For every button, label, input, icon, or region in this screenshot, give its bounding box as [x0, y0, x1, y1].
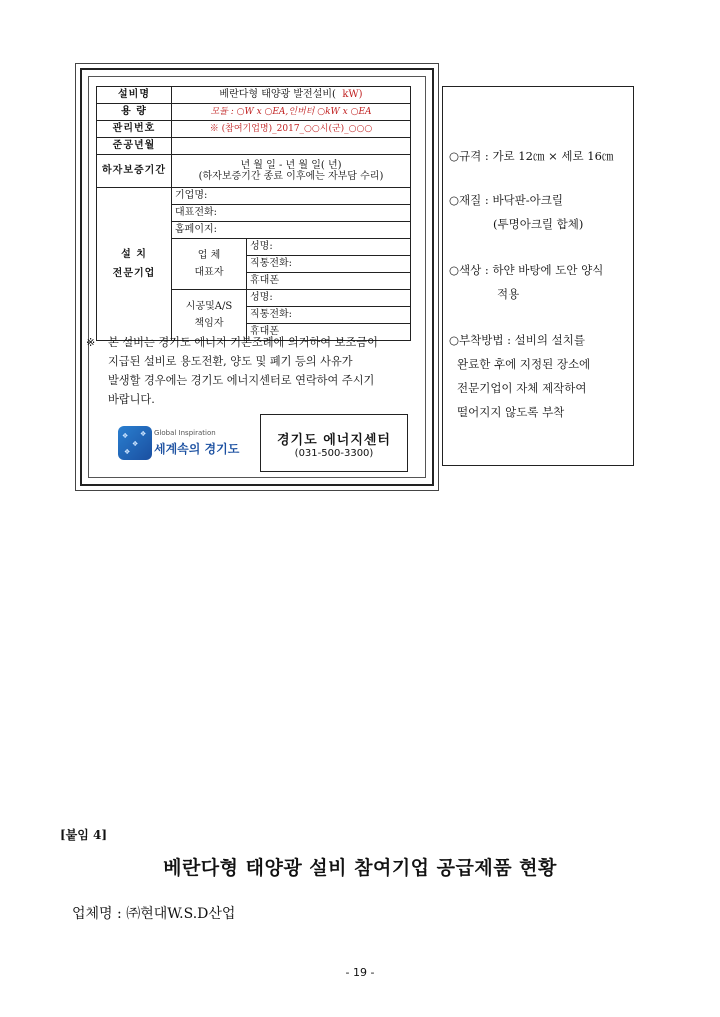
table-row: [97, 87, 411, 104]
spec-attach-method: ○부착방법 : 설비의 설치를: [449, 333, 585, 347]
mgr-name-field: 성명:: [247, 290, 411, 307]
spec-material: ○재질 : 바닥판-아크릴: [449, 193, 563, 207]
company-name-field: 기업명:: [172, 188, 411, 205]
spec-attach-line: 전문기업이 자체 제작하여: [457, 381, 587, 395]
completion-value: [172, 138, 411, 155]
company-line: 업체명 : ㈜현대W.S.D산업: [72, 906, 236, 922]
page-title: 베란다형 태양광 설비 참여기업 공급제품 현황: [163, 857, 557, 879]
table-row: [97, 155, 411, 188]
notice-line: 본 설비는 경기도 에너지 기본조례에 의거하여 보조금이: [108, 336, 378, 349]
logo-tagline: Global Inspiration: [154, 429, 216, 437]
gyeonggi-logo: [118, 424, 238, 460]
table-row: [97, 188, 411, 205]
representative-group: 업 체 대표자: [172, 239, 247, 290]
energy-center-phone: (031-500-3300): [294, 448, 374, 459]
mgmt-number-label: 관리번호: [97, 121, 172, 138]
rep-name-field: 성명:: [247, 239, 411, 256]
spec-size: ○규격 : 가로 12㎝ × 세로 16㎝: [449, 149, 614, 163]
warranty-period: 년 월 일 - 년 월 일( 년): [240, 159, 342, 171]
mgr-direct-phone-field: 직통전화:: [247, 307, 411, 324]
table-row: [97, 104, 411, 121]
mgr-mobile-field: 휴대폰: [247, 324, 411, 341]
spec-material-detail: (투명아크릴 합체): [493, 217, 584, 231]
gyeonggi-emblem-icon: ❖ ❖ ❖ ❖: [118, 426, 152, 460]
facility-info-table: [96, 86, 411, 341]
spec-attach-line: 떨어지지 않도록 부착: [457, 405, 565, 419]
warranty-label: 하자보증기간: [97, 155, 172, 188]
installer-label: 설 치 전문기업: [97, 188, 172, 341]
notice-line: 바랍니다.: [108, 393, 155, 406]
energy-center-name: 경기도 에너지센터: [277, 433, 391, 448]
spec-color: ○색상 : 하얀 바탕에 도안 양식: [449, 263, 604, 277]
completion-label: 준공년월: [97, 138, 172, 155]
homepage-field: 홈페이지:: [172, 222, 411, 239]
facility-value: 베란다형 태양광 발전설비( kW): [172, 87, 411, 104]
manager-group: 시공및A/S 책임자: [172, 290, 247, 341]
mgmt-number-value: ※ (참여기업명)_2017_○○시(군)_○○○: [172, 121, 411, 138]
page-number: - 19 -: [345, 966, 375, 979]
table-row: [97, 121, 411, 138]
capacity-label: 용 량: [97, 104, 172, 121]
logo-name: 세계속의 경기도: [154, 442, 240, 456]
rep-direct-phone-field: 직통전화:: [247, 256, 411, 273]
facility-label: 설비명: [97, 87, 172, 104]
notice-line: 지급된 설비로 용도전환, 양도 및 폐기 등의 사유가: [108, 355, 353, 368]
notice-line: 발생할 경우에는 경기도 에너지센터로 연락하여 주시기: [108, 374, 375, 387]
energy-center-box: [260, 414, 408, 472]
notice-text: [86, 333, 426, 409]
spec-color-detail: 적용: [497, 287, 520, 301]
capacity-value: 모듈 : ○W x ○EA,인버터 ○kW x ○EA: [172, 104, 411, 121]
spec-box: [442, 86, 634, 466]
rep-mobile-field: 휴대폰: [247, 273, 411, 290]
spec-attach-line: 완료한 후에 지정된 장소에: [457, 357, 591, 371]
rep-phone-field: 대표전화:: [172, 205, 411, 222]
table-row: [97, 138, 411, 155]
attachment-label: [붙임 4]: [60, 828, 108, 842]
warranty-note: (하자보증기간 종료 이후에는 자부담 수리): [198, 171, 384, 182]
warranty-value: [172, 155, 411, 188]
notice-mark: ※: [86, 336, 96, 349]
